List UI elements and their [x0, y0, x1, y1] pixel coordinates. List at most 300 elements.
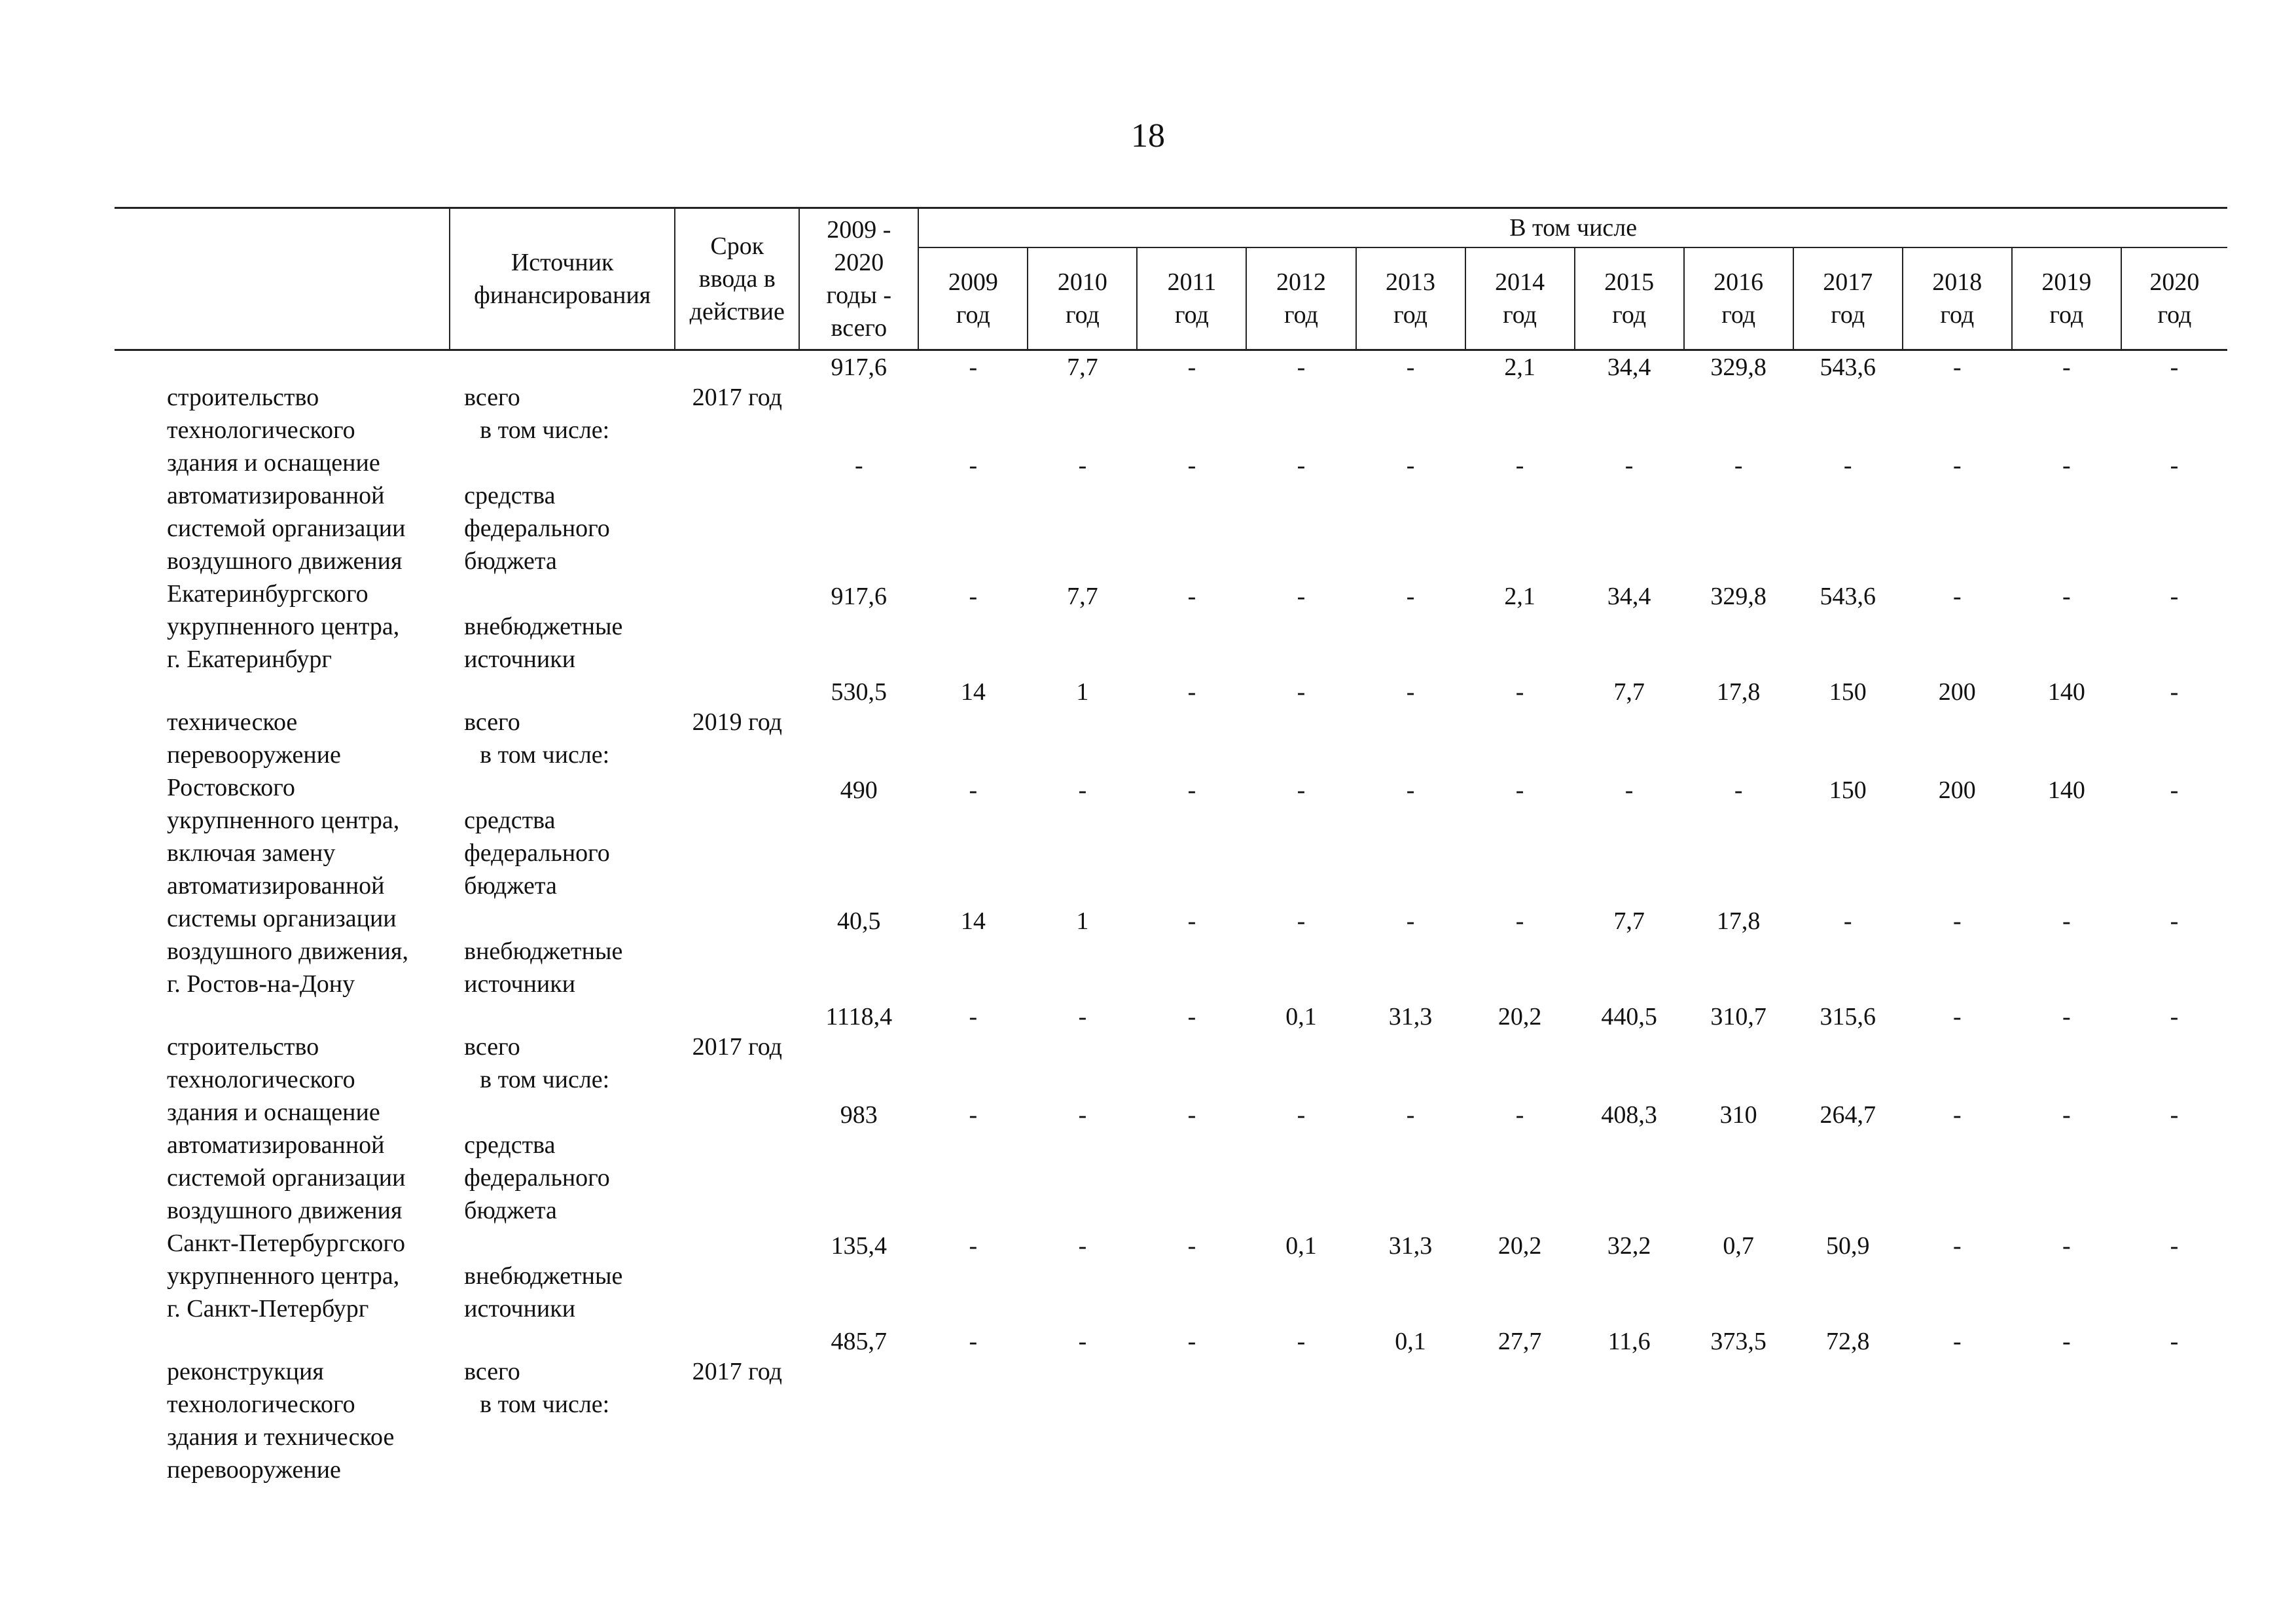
spacer: [1575, 1033, 1684, 1066]
year-value: -: [1406, 1101, 1415, 1129]
spacer: [1684, 1033, 1793, 1066]
spacer: [1684, 613, 1793, 646]
source-label-line: внебюджетные: [464, 1262, 623, 1290]
spacer: [1028, 515, 1137, 547]
spacer: [1246, 938, 1355, 970]
spacer: [1903, 1262, 2012, 1295]
spacer: [1246, 1066, 1355, 1099]
year-value: 0,7: [1723, 1232, 1754, 1260]
total-value: -: [854, 452, 863, 479]
year-value-cell: [2121, 350, 2227, 676]
srok-cell: 2017 год: [692, 1358, 782, 1385]
header-year: [1575, 247, 1684, 350]
spacer: [2121, 1033, 2227, 1066]
year-value-cell: [1137, 1000, 1246, 1325]
spacer: [1246, 613, 1355, 646]
year-value: -: [1187, 583, 1196, 610]
year-value-cell: [1465, 676, 1575, 1000]
spacer: [1793, 482, 1903, 515]
year-value: 7,7: [1613, 907, 1645, 935]
source-label-line: федерального: [464, 1164, 610, 1192]
spacer: [1684, 547, 1793, 580]
source-label-line: в том числе:: [480, 1391, 610, 1418]
source-label-line: всего: [464, 1358, 520, 1385]
spacer: [1356, 839, 1465, 872]
year-value-cell: [1575, 1000, 1684, 1325]
spacer: [1575, 872, 1684, 905]
header-group: В том числе: [918, 208, 2227, 248]
spacer: [1465, 839, 1575, 872]
spacer: [1356, 872, 1465, 905]
object-cell: [115, 1325, 450, 1486]
spacer: [1465, 1066, 1575, 1099]
spacer: [2012, 1164, 2121, 1197]
header-year-line: 2009: [948, 268, 998, 296]
spacer: [1137, 613, 1246, 646]
table-row: [115, 1000, 2227, 1325]
spacer: [2012, 515, 2121, 547]
year-value-cell: [1684, 676, 1793, 1000]
year-value: 150: [1829, 678, 1867, 706]
spacer: [799, 1358, 918, 1391]
object-line: воздушного движения: [167, 1197, 403, 1224]
spacer: [2121, 416, 2227, 449]
year-value-cell: [1246, 1325, 1355, 1486]
header-year-line: 2015: [1604, 268, 1655, 296]
spacer: [2012, 839, 2121, 872]
spacer: [2012, 1197, 2121, 1230]
year-value: -: [1297, 1328, 1306, 1355]
year-value: -: [2170, 583, 2179, 610]
year-value-cell: [1684, 1325, 1793, 1486]
year-value: -: [1952, 1003, 1962, 1030]
spacer: [1356, 1164, 1465, 1197]
object-line: воздушного движения,: [167, 938, 408, 965]
srok-cell: 2017 год: [692, 384, 782, 411]
spacer: [1684, 384, 1793, 416]
spacer: [1137, 1197, 1246, 1230]
spacer: [1246, 1358, 1355, 1391]
year-value: -: [1624, 776, 1634, 804]
spacer: [1028, 708, 1137, 741]
year-value: 0,1: [1285, 1232, 1317, 1260]
year-value-cell: [1028, 1000, 1137, 1325]
spacer: [1793, 1033, 1903, 1066]
spacer: [1903, 515, 2012, 547]
spacer: [1575, 807, 1684, 839]
year-value: -: [2062, 1003, 2071, 1030]
source-label-line: внебюджетные: [464, 613, 623, 640]
spacer: [1903, 708, 2012, 741]
year-value: -: [1952, 354, 1962, 381]
spacer: [799, 384, 918, 416]
object-line: здания и техническое: [167, 1423, 395, 1451]
spacer: [1684, 1197, 1793, 1230]
year-value: -: [1734, 776, 1743, 804]
total-value: 490: [840, 776, 878, 804]
year-value: -: [1843, 907, 1852, 935]
spacer: [799, 515, 918, 547]
header-total-line: годы -: [826, 282, 892, 309]
year-value: -: [2170, 452, 2179, 479]
year-value: 34,4: [1607, 583, 1651, 610]
spacer: [1028, 807, 1137, 839]
year-value: -: [1734, 452, 1743, 479]
spacer: [1028, 1197, 1137, 1230]
spacer: [1465, 1197, 1575, 1230]
spacer: [2012, 384, 2121, 416]
header-year: [1903, 247, 2012, 350]
spacer: [918, 1033, 1028, 1066]
year-value: -: [1297, 776, 1306, 804]
spacer: [918, 482, 1028, 515]
spacer: [1356, 1358, 1465, 1391]
year-value-cell: [1356, 1000, 1465, 1325]
spacer: [2121, 547, 2227, 580]
header-year-line: 2014: [1495, 268, 1545, 296]
header-year: [2121, 247, 2227, 350]
year-value-cell: [1465, 350, 1575, 676]
source-label-line: источники: [464, 1295, 576, 1322]
year-value: 1: [1076, 907, 1089, 935]
spacer: [2121, 1358, 2227, 1391]
total-value: 485,7: [831, 1328, 888, 1355]
source-cell: [450, 350, 675, 676]
year-value-cell: [1575, 350, 1684, 676]
spacer: [918, 416, 1028, 449]
source-label-line: в том числе:: [480, 1066, 610, 1093]
object-line: строительство: [167, 1033, 319, 1061]
header-year-line: 2019: [2041, 268, 2092, 296]
total-value: 530,5: [831, 678, 888, 706]
srok-cell: 2017 год: [692, 1033, 782, 1061]
year-value-cell: [1903, 1325, 2012, 1486]
spacer: [1356, 613, 1465, 646]
spacer: [1246, 1131, 1355, 1164]
spacer: [918, 741, 1028, 774]
spacer: [2012, 708, 2121, 741]
source-label-line: всего: [464, 384, 520, 411]
year-value: -: [1078, 1232, 1087, 1260]
spacer: [1903, 1131, 2012, 1164]
spacer: [1137, 708, 1246, 741]
spacer: [1793, 416, 1903, 449]
spacer: [918, 613, 1028, 646]
year-value-cell: [1575, 676, 1684, 1000]
header-year-line: год: [1721, 301, 1756, 329]
spacer: [1465, 547, 1575, 580]
spacer: [1465, 872, 1575, 905]
year-value: -: [1187, 907, 1196, 935]
spacer: [918, 515, 1028, 547]
year-value-cell: [2012, 350, 2121, 676]
spacer: [1028, 839, 1137, 872]
spacer: [1903, 547, 2012, 580]
spacer: [1137, 1033, 1246, 1066]
spacer: [1903, 416, 2012, 449]
spacer: [1356, 938, 1465, 970]
object-line: строительство: [167, 384, 319, 411]
spacer: [1793, 1131, 1903, 1164]
table-header: [115, 208, 2227, 350]
year-value: 0,1: [1285, 1003, 1317, 1030]
object-line: г. Екатеринбург: [167, 646, 332, 673]
spacer: [918, 1066, 1028, 1099]
header-year-line: год: [956, 301, 990, 329]
year-value: -: [2062, 354, 2071, 381]
spacer: [1137, 416, 1246, 449]
object-line: укрупненного центра,: [167, 613, 400, 640]
spacer: [1793, 1066, 1903, 1099]
year-value: 200: [1938, 678, 1976, 706]
spacer: [918, 839, 1028, 872]
spacer: [2012, 1262, 2121, 1295]
spacer: [464, 771, 675, 804]
object-line: системой организации: [167, 515, 406, 542]
header-year-line: год: [1393, 301, 1427, 329]
spacer: [1575, 1131, 1684, 1164]
header-year: [1793, 247, 1903, 350]
year-value: 7,7: [1067, 583, 1098, 610]
object-line: Екатеринбургского: [167, 580, 368, 608]
object-line: реконструкция: [167, 1358, 324, 1385]
object-line: здания и оснащение: [167, 1099, 380, 1126]
year-value: 7,7: [1067, 354, 1098, 381]
year-value: 50,9: [1825, 1232, 1870, 1260]
spacer: [1356, 1262, 1465, 1295]
object-line: технологического: [167, 416, 355, 444]
year-value: 329,8: [1710, 354, 1767, 381]
year-value: 543,6: [1820, 583, 1876, 610]
header-source: [450, 208, 675, 350]
year-value: -: [2062, 1328, 2071, 1355]
year-value-cell: [2121, 676, 2227, 1000]
spacer: [1028, 1131, 1137, 1164]
spacer: [1684, 1164, 1793, 1197]
spacer: [1028, 1358, 1137, 1391]
source-label-line: внебюджетные: [464, 938, 623, 965]
total-value: 1118,4: [825, 1003, 893, 1030]
spacer: [2121, 938, 2227, 970]
year-value: 329,8: [1710, 583, 1767, 610]
spacer: [1793, 1164, 1903, 1197]
spacer: [1793, 872, 1903, 905]
year-value-cell: [1028, 676, 1137, 1000]
year-value: -: [1406, 776, 1415, 804]
spacer: [1137, 547, 1246, 580]
object-line: автоматизированной: [167, 872, 385, 900]
spacer: [1903, 741, 2012, 774]
header-year-line: год: [1612, 301, 1647, 329]
spacer: [1028, 741, 1137, 774]
year-value: 440,5: [1601, 1003, 1657, 1030]
spacer: [464, 447, 675, 479]
year-value-cell: [1137, 350, 1246, 676]
source-label-line: федерального: [464, 515, 610, 542]
spacer: [1356, 416, 1465, 449]
spacer: [2121, 482, 2227, 515]
header-year-line: 2010: [1057, 268, 1107, 296]
year-value: -: [1515, 678, 1524, 706]
year-value-cell: [1575, 1325, 1684, 1486]
spacer: [918, 1164, 1028, 1197]
spacer: [1465, 938, 1575, 970]
spacer: [1903, 1033, 2012, 1066]
spacer: [1575, 1358, 1684, 1391]
spacer: [1028, 1262, 1137, 1295]
spacer: [1465, 1358, 1575, 1391]
spacer: [1903, 1197, 2012, 1230]
total-cell: [799, 1000, 918, 1325]
spacer: [1137, 839, 1246, 872]
object-cell: [115, 676, 450, 1000]
header-srok: [675, 208, 799, 350]
spacer: [1684, 872, 1793, 905]
header-year-line: 2017: [1823, 268, 1873, 296]
spacer: [2121, 515, 2227, 547]
spacer: [2121, 1164, 2227, 1197]
header-source-line: финансирования: [474, 282, 651, 309]
source-cell: [450, 1325, 675, 1486]
spacer: [1137, 384, 1246, 416]
header-total-line: 2020: [834, 249, 884, 276]
year-value: -: [1297, 452, 1306, 479]
year-value: 310: [1719, 1101, 1757, 1129]
spacer: [2012, 807, 2121, 839]
year-value-cell: [1356, 1325, 1465, 1486]
spacer: [1575, 1197, 1684, 1230]
spacer: [799, 938, 918, 970]
spacer: [799, 482, 918, 515]
source-label-line: источники: [464, 646, 576, 673]
year-value: 373,5: [1710, 1328, 1767, 1355]
spacer: [1684, 416, 1793, 449]
year-value-cell: [1684, 350, 1793, 676]
source-label-line: федерального: [464, 839, 610, 867]
header-year-line: год: [1284, 301, 1318, 329]
object-line: воздушного движения: [167, 547, 403, 575]
source-label-line: в том числе:: [480, 741, 610, 769]
object-line: техническое: [167, 708, 298, 736]
year-value-cell: [2012, 1000, 2121, 1325]
object-cell: [115, 1000, 450, 1325]
spacer: [1465, 708, 1575, 741]
year-value: -: [1187, 1101, 1196, 1129]
spacer: [1575, 708, 1684, 741]
total-value: 917,6: [831, 354, 888, 381]
spacer: [1903, 613, 2012, 646]
spacer: [1903, 482, 2012, 515]
header-year-line: год: [2049, 301, 2084, 329]
spacer: [799, 1131, 918, 1164]
spacer: [1028, 1066, 1137, 1099]
source-label-line: средства: [464, 482, 556, 509]
year-value: 2,1: [1504, 354, 1535, 381]
year-value-cell: [1684, 1000, 1793, 1325]
year-value: -: [1952, 583, 1962, 610]
source-label-line: всего: [464, 708, 520, 736]
year-value-cell: [918, 1325, 1028, 1486]
spacer: [2012, 547, 2121, 580]
year-value-cell: [918, 350, 1028, 676]
header-year: [1246, 247, 1355, 350]
year-value: -: [1515, 452, 1524, 479]
object-line: системой организации: [167, 1164, 406, 1192]
year-value: -: [969, 776, 978, 804]
year-value: -: [1406, 678, 1415, 706]
object-line: технологического: [167, 1391, 355, 1418]
spacer: [1684, 1262, 1793, 1295]
spacer: [1575, 741, 1684, 774]
spacer: [1903, 807, 2012, 839]
object-line: системы организации: [167, 905, 397, 932]
year-value: -: [1078, 1328, 1087, 1355]
year-value-cell: [1903, 676, 2012, 1000]
source-cell: [450, 1000, 675, 1325]
spacer: [2012, 1358, 2121, 1391]
year-value: -: [1515, 1101, 1524, 1129]
spacer: [1356, 1131, 1465, 1164]
spacer: [1575, 1164, 1684, 1197]
spacer: [1246, 547, 1355, 580]
spacer: [918, 1131, 1028, 1164]
spacer: [1684, 938, 1793, 970]
spacer: [1684, 1131, 1793, 1164]
year-value: -: [2170, 1003, 2179, 1030]
year-value-cell: [1246, 350, 1355, 676]
year-value: 31,3: [1388, 1232, 1433, 1260]
spacer: [1137, 741, 1246, 774]
total-value: 135,4: [831, 1232, 888, 1260]
spacer: [2121, 1262, 2227, 1295]
spacer: [1137, 482, 1246, 515]
spacer: [1903, 872, 2012, 905]
year-value-cell: [1356, 350, 1465, 676]
object-line: укрупненного центра,: [167, 807, 400, 834]
spacer: [1137, 1131, 1246, 1164]
spacer: [918, 872, 1028, 905]
source-label-line: бюджета: [464, 872, 557, 900]
year-value: -: [1406, 583, 1415, 610]
year-value: 543,6: [1820, 354, 1876, 381]
spacer: [1137, 1066, 1246, 1099]
year-value: -: [1078, 1003, 1087, 1030]
year-value: 315,6: [1820, 1003, 1876, 1030]
year-value-cell: [918, 1000, 1028, 1325]
year-value: -: [2170, 1232, 2179, 1260]
spacer: [2121, 613, 2227, 646]
year-value: -: [2170, 907, 2179, 935]
spacer: [2012, 1066, 2121, 1099]
spacer: [1793, 807, 1903, 839]
year-value: 11,6: [1607, 1328, 1651, 1355]
spacer: [2012, 482, 2121, 515]
year-value: 264,7: [1820, 1101, 1876, 1129]
spacer: [799, 1262, 918, 1295]
spacer: [1028, 613, 1137, 646]
year-value: -: [1515, 907, 1524, 935]
year-value-cell: [1793, 350, 1903, 676]
object-cell: [115, 350, 450, 676]
year-value: 17,8: [1716, 678, 1761, 706]
year-value: -: [969, 583, 978, 610]
source-label-line: бюджета: [464, 547, 557, 575]
spacer: [1465, 741, 1575, 774]
spacer: [1793, 708, 1903, 741]
object-line: укрупненного центра,: [167, 1262, 400, 1290]
spacer: [2121, 807, 2227, 839]
year-value: -: [1187, 1232, 1196, 1260]
